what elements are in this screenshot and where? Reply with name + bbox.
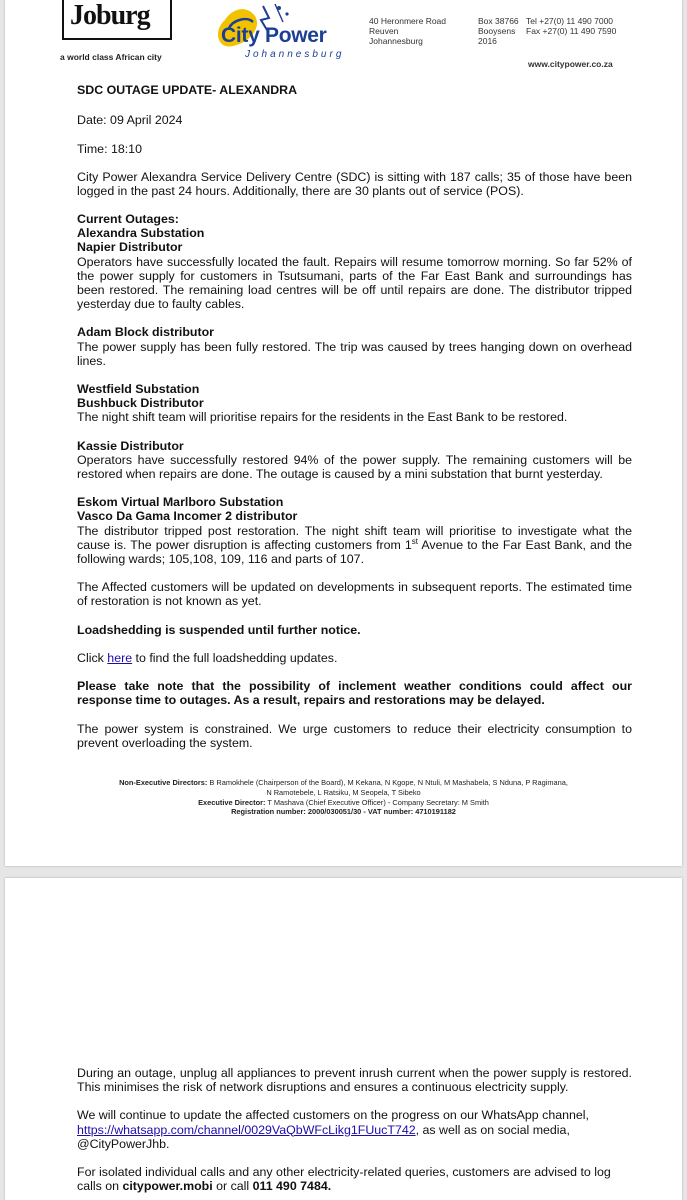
joburg-tagline: a world class African city: [60, 52, 162, 62]
kassie-paragraph: Operators have successfully restored 94% of the power supply. The remaining customers will be restored when repairs are done. The outage is caused by a mini substation that burnt yesterday.: [77, 452, 632, 482]
joburg-logo-text: Joburg: [70, 0, 150, 31]
intro-paragraph: City Power Alexandra Service Delivery Centre (SDC) is sitting with 187 calls; 35 of those have been logged in the past 24 hours. Additionally, there are 30 plants out of service (POS).: [77, 169, 632, 198]
substation-heading: Alexandra Substation: [77, 226, 205, 241]
exec-label: Executive Director:: [198, 797, 266, 807]
postal-box-block: [478, 16, 519, 46]
document-time: Time: 18:10: [77, 142, 142, 157]
postal-line: Box 38766: [478, 16, 519, 26]
website-link[interactable]: www.citypower.co.za: [528, 59, 613, 69]
here-link[interactable]: here: [107, 650, 133, 665]
document-date: Date: 09 April 2024: [77, 113, 183, 128]
ordinal-suffix: st: [411, 536, 419, 546]
napier-paragraph: Operators have successfully located the fault. Repairs will resume tomorrow morning. So far 52% of the power supply for customers in Tsutsumani, parts of the Far East Bank and surroundings has been restored. The remaining load centres will be off until repairs are done. The distributor tripped yesterday due to faulty cables.: [77, 254, 632, 312]
vasco-paragraph: [77, 524, 632, 567]
city-power-name: City Power: [221, 24, 327, 47]
nonexec-label: Non-Executive Directors:: [119, 778, 208, 787]
vasco-text: Avenue to the Far East Bank, and the following wards; 105,108, 109, 116 and parts of 107.: [77, 537, 632, 567]
adam-block-paragraph: The power supply has been fully restored. The trip was caused by trees hanging down on overhead lines.: [77, 339, 632, 368]
queries-text: or call: [212, 1179, 253, 1194]
constrained-paragraph: The power system is constrained. We urge customers to reduce their electricity consumption to prevent overloading the system.: [77, 721, 632, 750]
substation-heading: Westfield Substation: [77, 382, 200, 397]
affected-paragraph: The Affected customers will be updated on developments in subsequent reports. The estimated time of restoration is not known as yet.: [77, 580, 632, 609]
queries-text: For isolated individual calls and any other electricity-related queries, customers are advised to log calls on: [77, 1165, 611, 1194]
distributor-heading: Kassie Distributor: [77, 438, 184, 453]
footer-directors: [65, 778, 622, 817]
nonexec-line: N Ramotebele, L Ratsiku, M Seopela, T Sibeko: [266, 787, 421, 797]
unplug-paragraph: During an outage, unplug all appliances to prevent inrush current when the power supply is restored. This minimises the risk of network disruptions and ensures a continuous electricity supply.: [77, 1066, 632, 1095]
document-page-1: [5, 0, 682, 866]
exec-names: T Mashava (Chief Executive Officer) - Company Secretary: M Smith: [265, 797, 489, 807]
address-block: [369, 16, 446, 46]
document-body-page-2: [77, 1066, 632, 1193]
weather-notice: Please take note that the possibility of inclement weather conditions could affect our response time to outages. As a result, repairs and restorations may be delayed.: [77, 679, 632, 708]
queries-paragraph: [77, 1165, 632, 1193]
postal-line: Booysens: [478, 26, 516, 36]
exec-line: [65, 798, 622, 808]
click-paragraph: [77, 651, 632, 665]
address-line: 40 Heronmere Road: [369, 16, 447, 26]
joburg-logo: [62, 0, 178, 44]
tel-line: Tel +27(0) 11 490 7000: [526, 16, 614, 26]
distributor-heading: Napier Distributor: [77, 240, 183, 255]
contact-block: [526, 16, 616, 36]
loadshedding-notice: Loadshedding is suspended until further notice.: [77, 622, 361, 637]
whatsapp-paragraph: [77, 1108, 632, 1151]
nonexec-line: [65, 778, 622, 788]
fax-line: Fax +27(0) 11 490 7590: [526, 26, 617, 36]
distributor-heading: Bushbuck Distributor: [77, 396, 204, 411]
address-line: Reuven: [369, 26, 399, 36]
whatsapp-text: , as well as on social media, @CityPowerJhb.: [77, 1122, 570, 1151]
current-outages-heading: Current Outages:: [77, 212, 179, 227]
queries-site: citypower.mobi: [122, 1179, 213, 1194]
nonexec-names: B Ramokhele (Chairperson of the Board), M Kekana, N Kgope, N Ntuli, M Mashabela, S Nduna, P Ragimana,: [207, 778, 568, 787]
distributor-heading: Adam Block distributor: [77, 325, 214, 340]
address-line: Johannesburg: [369, 36, 423, 46]
city-power-subtitle: Johannesburg: [245, 49, 345, 60]
whatsapp-text: We will continue to update the affected customers on the progress on our WhatsApp channel,: [77, 1108, 589, 1123]
distributor-heading: Vasco Da Gama Incomer 2 distributor: [77, 509, 298, 524]
document-title: SDC OUTAGE UPDATE- ALEXANDRA: [77, 83, 298, 97]
postal-line: 2016: [478, 36, 497, 46]
click-text: Click: [77, 650, 108, 665]
substation-heading: Eskom Virtual Marlboro Substation: [77, 495, 284, 510]
vasco-text: The distributor tripped post restoration. The night shift team will prioritise to investigate what the cause is. The power disruption is affecting customers from 1: [77, 523, 632, 552]
registration-line: Registration number: 2000/030051/30 - VAT number: 4710191182: [231, 807, 456, 817]
document-body: [77, 83, 632, 750]
document-page-2: [5, 878, 682, 1200]
click-text: to find the full loadshedding updates.: [132, 650, 338, 665]
queries-phone: 011 490 7484.: [252, 1179, 332, 1194]
bushbuck-paragraph: The night shift team will prioritise repairs for the residents in the East Bank to be restored.: [77, 410, 568, 425]
whatsapp-channel-link[interactable]: https://whatsapp.com/channel/0029VaQbWFcLikg1FUucT742: [77, 1122, 416, 1137]
